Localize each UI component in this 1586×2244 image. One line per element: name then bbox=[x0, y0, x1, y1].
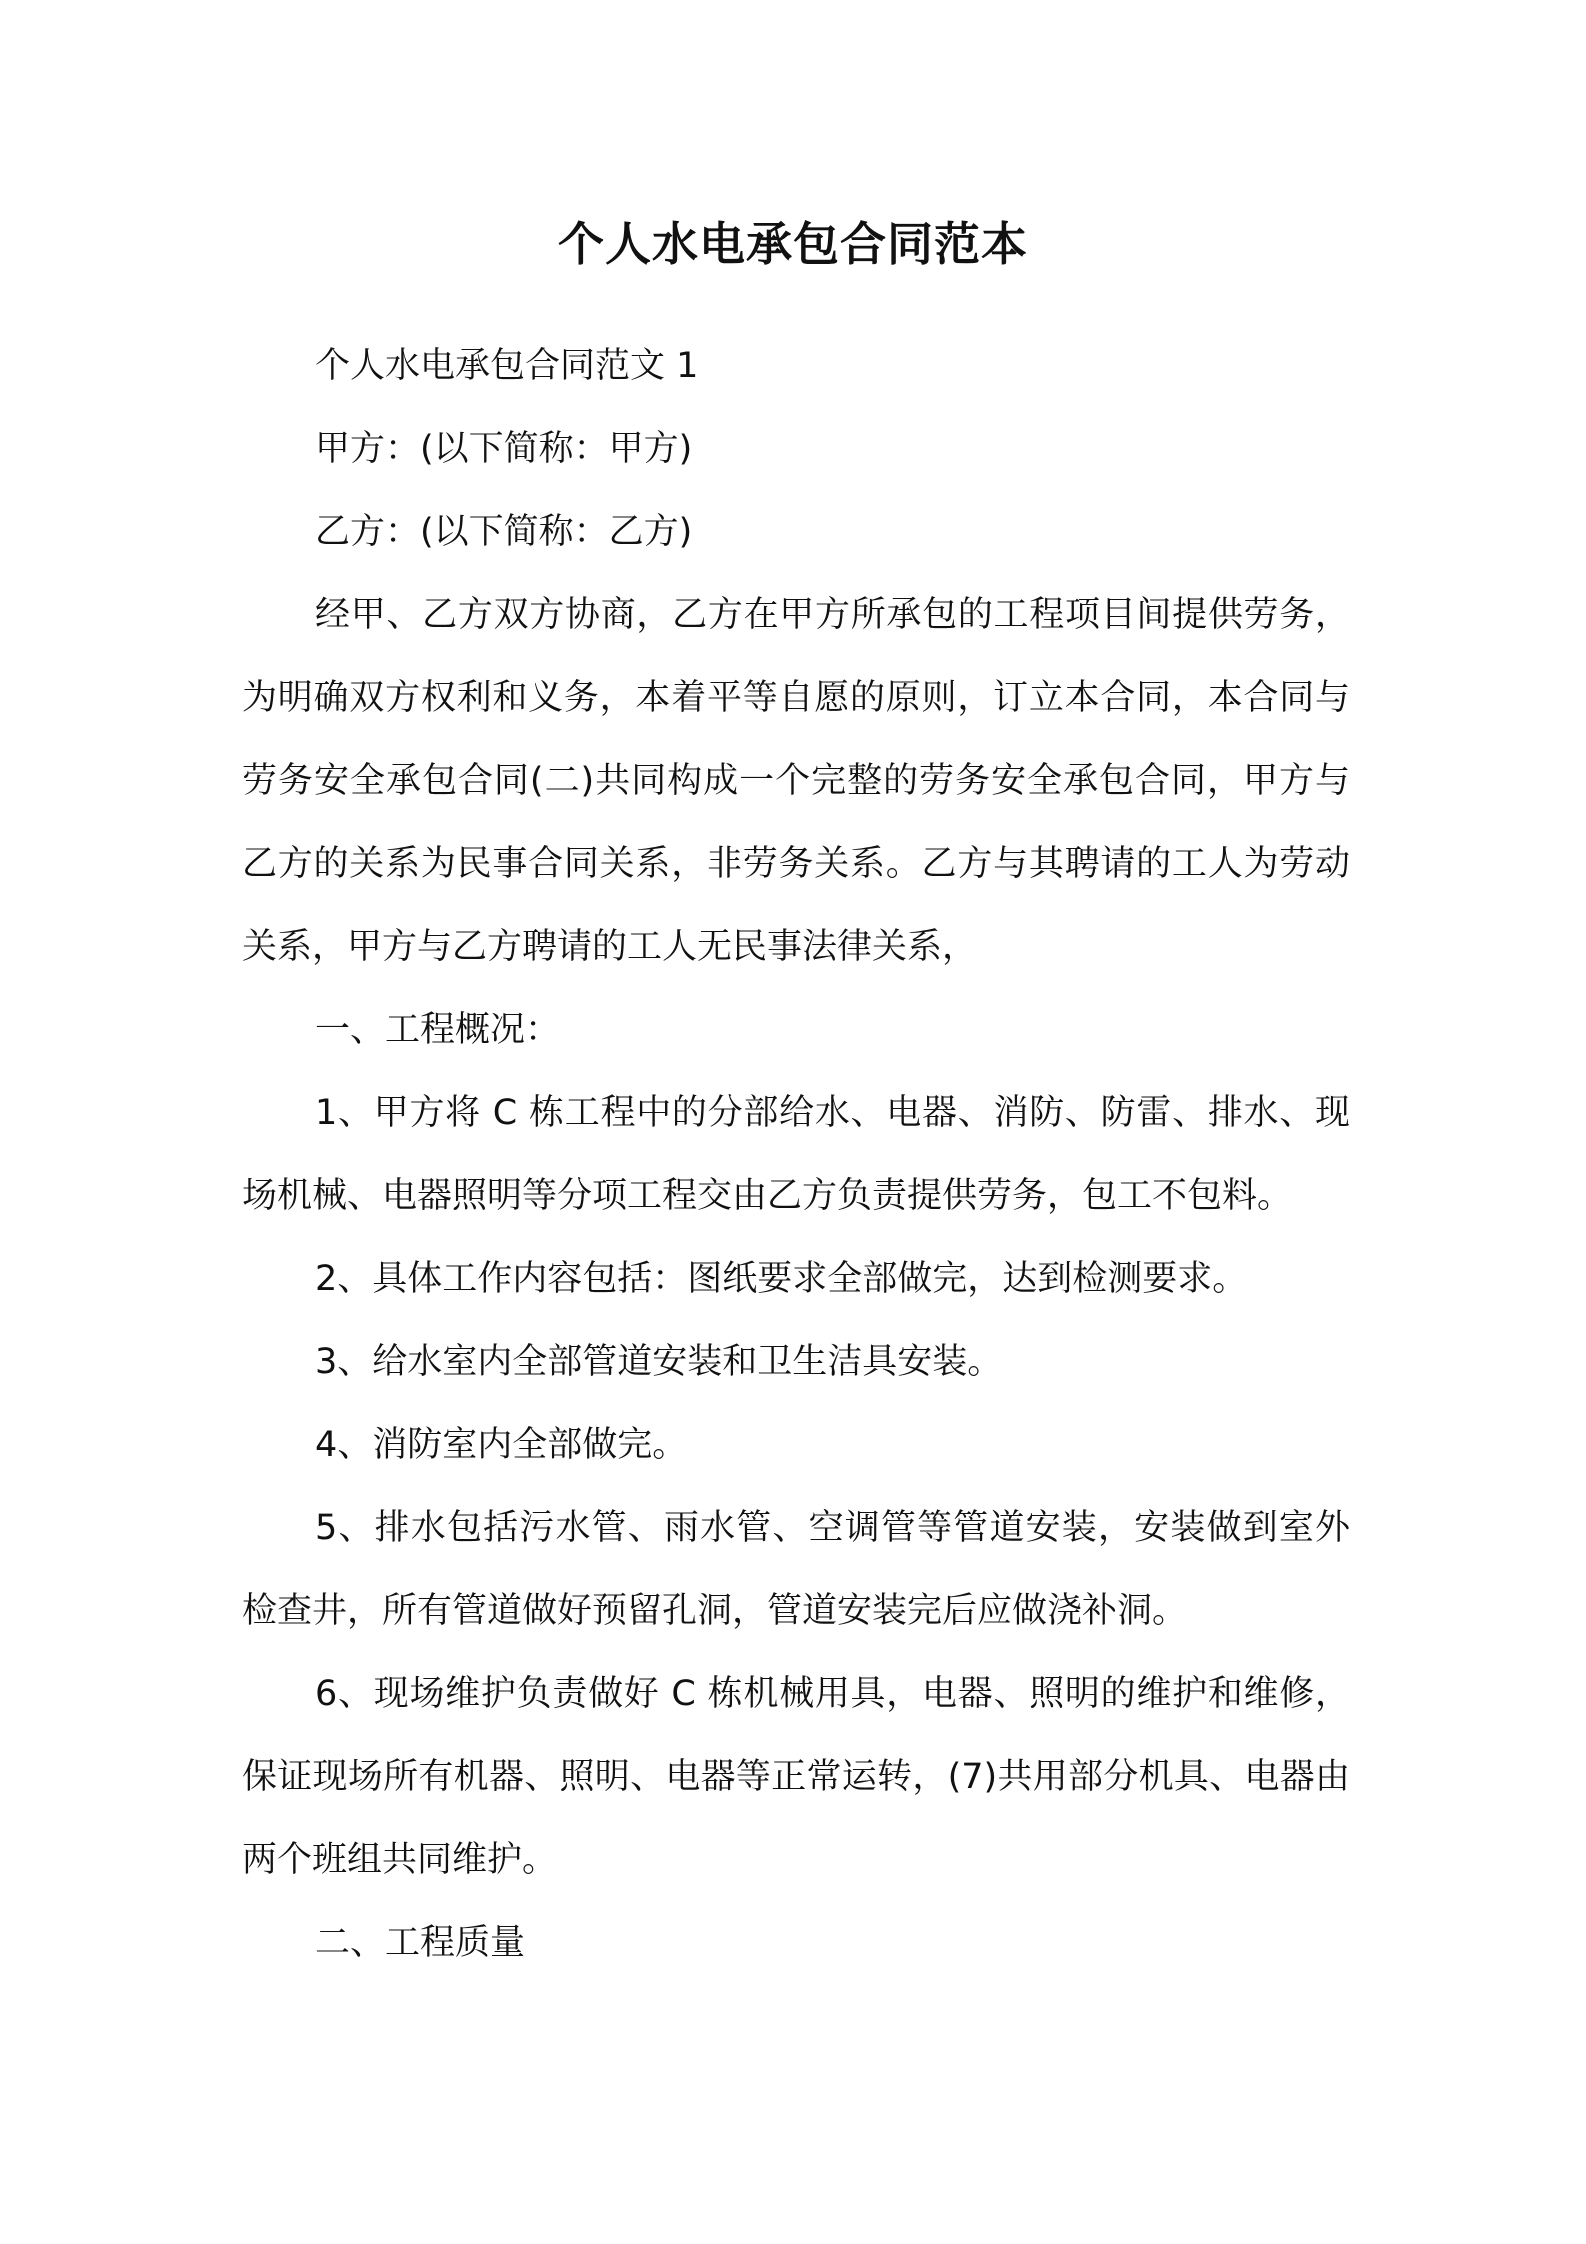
clause-2: 2、具体工作内容包括：图纸要求全部做完，达到检测要求。 bbox=[315, 1259, 1248, 1299]
party-b-line: 乙方：(以下简称：乙方) bbox=[315, 512, 693, 552]
section-heading-1: 一、工程概况： bbox=[315, 1010, 561, 1050]
document-body bbox=[242, 325, 1350, 1985]
clause-1: 1、甲方将 C 栋工程中的分部给水、电器、消防、防雷、排水、现场机械、电器照明等分项工程交由乙方负责提供劳务，包工不包料。 bbox=[242, 1093, 1350, 1216]
party-a-line: 甲方：(以下简称：甲方) bbox=[315, 429, 693, 469]
clause-3: 3、给水室内全部管道安装和卫生洁具安装。 bbox=[315, 1342, 1003, 1382]
subtitle-paragraph: 个人水电承包合同范文 1 bbox=[315, 346, 699, 386]
clause-6: 6、现场维护负责做好 C 栋机械用具，电器、照明的维护和维修，保证现场所有机器、照明、电器等正常运转，(7)共用部分机具、电器由两个班组共同维护。 bbox=[242, 1674, 1350, 1880]
section-heading-2: 二、工程质量 bbox=[315, 1923, 526, 1963]
clause-4: 4、消防室内全部做完。 bbox=[315, 1425, 688, 1465]
clause-5: 5、排水包括污水管、雨水管、空调管等管道安装，安装做到室外检查井，所有管道做好预留孔洞，管道安装完后应做浇补洞。 bbox=[242, 1508, 1350, 1631]
document-title: 个人水电承包合同范本 bbox=[558, 217, 1028, 271]
preamble-paragraph: 经甲、乙方双方协商，乙方在甲方所承包的工程项目间提供劳务，为明确双方权利和义务，本着平等自愿的原则，订立本合同，本合同与劳务安全承包合同(二)共同构成一个完整的劳务安全承包合同，甲方与乙方的关系为民事合同关系，非劳务关系。乙方与其聘请的工人为劳动关系，甲方与乙方聘请的工人无民事法律关系， bbox=[242, 595, 1350, 967]
